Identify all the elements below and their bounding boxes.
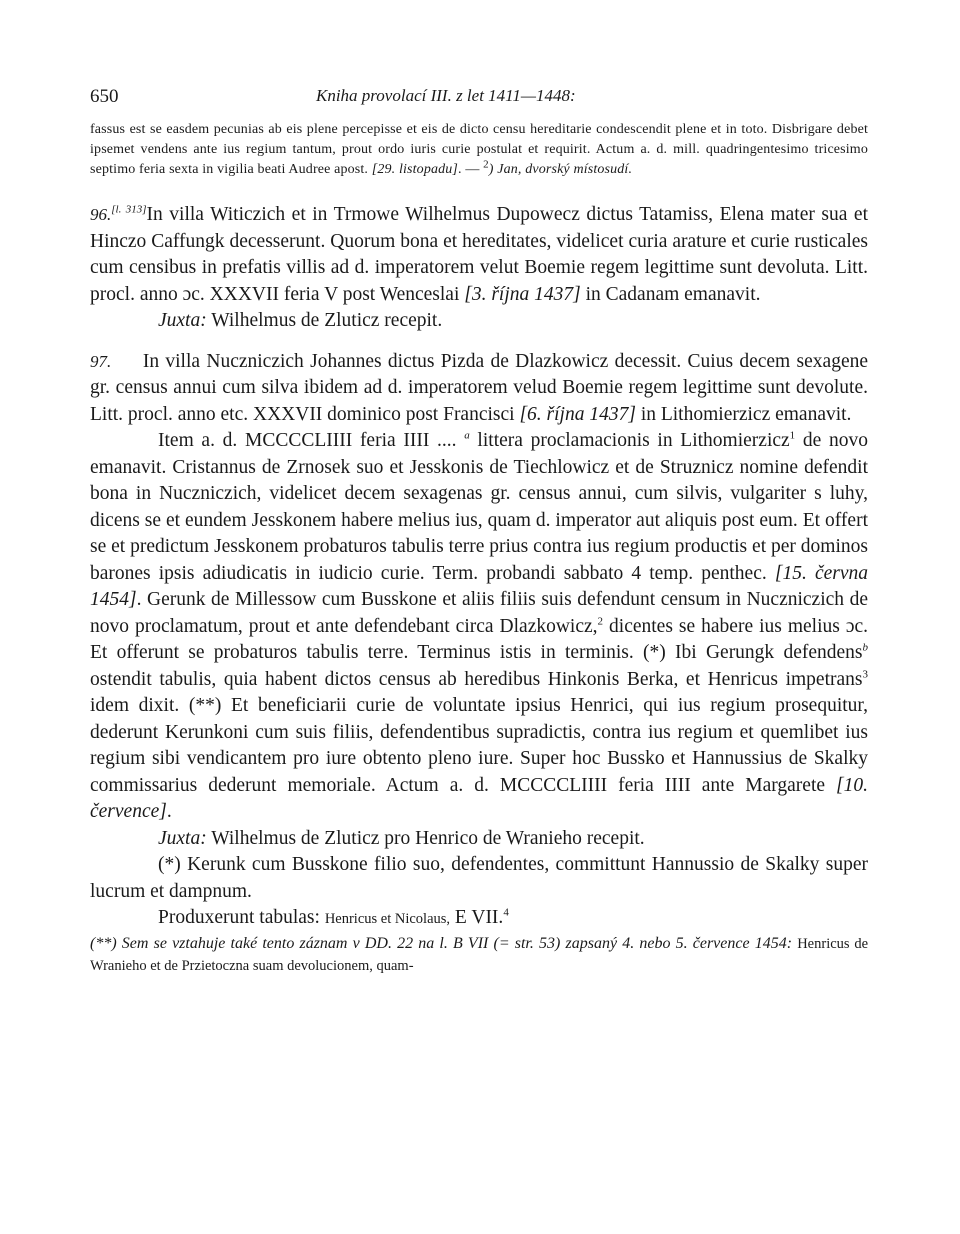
page-number: 650 (90, 86, 119, 107)
folio-mark: [l. 313] (111, 203, 147, 216)
footnote-marker: 1 (789, 429, 796, 442)
page-header (90, 80, 868, 108)
paragraph-text: littera proclamacionis in Lithomierzicz (469, 430, 790, 451)
entry-text-end: in Lithomierzicz emanavit. (635, 403, 852, 425)
paragraph-text: Item a. d. MCCCCLIIII feria IIII .... (158, 430, 465, 451)
paragraph-text: de novo emanavit. Cristannus de Zrnosek suo et Jesskonis de Tiechlowicz et de Struznicz nomine defendit bona in Nuczniczich, videlicet decem sexagenas gr. census annui, cum silvis, vulgariter s luhy, dicens se et eundem Jesskonem habere melius ius, quam d. imperator aut aliquis post eum. Et offert se et predictum Jesskonem probaturos tabulis terre prius contra ius regium productis et per dominos barones ipsis adiudicatis in iudicio curie. Term. probandi sabbato 4 temp. penthec. (90, 430, 868, 584)
entry-date: [10. července] (90, 774, 868, 822)
footnote-marker: 4 (503, 906, 509, 919)
entry-date: [3. října 1437] (464, 283, 581, 305)
entry-text: In villa Nuczniczich Johannes dictus Pizda de Dlazkowicz decessit. Cuius decem sexagene gr. census annui cum silva ibidem ad d. imperatorem velud Boemie regem legittime sunt devolute. Litt. procl. anno etc. XXXVII dominico post Francisci (90, 350, 869, 425)
entry-number: 96. (90, 205, 112, 224)
top-note-dash: . — (458, 162, 484, 177)
star-note: (*) Kerunk cum Busskone filio suo, defendentes, committunt Hannussio de Skalky super lucrum et dampnum. (90, 854, 868, 902)
page (90, 80, 868, 977)
footnote-marker: 2 (483, 158, 489, 171)
double-star-text: Henricus de Wranieho et de Przietoczna suam devolucionem, quam- (90, 935, 869, 974)
paragraph-text: ostendit tabulis, quia habent dictos census ab heredibus Hinkonis Berka, et Henricus impetrans (90, 668, 863, 690)
entry-text-end: in Cadanam emanavit. (580, 283, 761, 305)
produxerunt-names: Henricus et Nicolaus, (324, 911, 451, 927)
top-note-footnote: ) Jan, dvorský místosudí. (488, 162, 633, 177)
juxta-label: Juxta: (158, 310, 207, 331)
entry-96 (90, 202, 868, 335)
entry-date: [15. června 1454] (90, 562, 868, 610)
paragraph-text: idem dixit. (**) Et beneficiarii curie de voluntate ipsius Henrici, qui ius regium prosequitur, dederunt Kerunkoni cum suis filiis, defendentibus supradictis, contra ius regium et quemlibet ius regium sibi vendicantem pro iure obtento pleno iure. Super hoc Bussko et Hannussius de Skalky commissarius dederunt memoriale. Actum a. d. MCCCCLIIII feria IIII ante Margarete (90, 695, 868, 796)
entry-number: 97. (90, 351, 112, 371)
double-star-note: (**) Sem se vztahuje také tento záznam v DD. 22 na l. B VII (= str. 53) zapsaný 4. nebo 5. července 1454: (90, 934, 798, 952)
top-note-text: fassus est se easdem pecunias ab eis plene percepisse et eis de dicto censu hereditarie condescendit plene et in toto. Disbrigare debet ipsemet vendens ante ius regium tantum, prout ordo iuris curie postulat et requirit. Actum a. d. mill. quadringentesimo tricesimo septimo feria sexta in vigilia beati Audree apost. (90, 122, 868, 177)
running-title: Kniha provolací III. z let 1411—1448: (316, 86, 576, 105)
top-note (90, 120, 868, 180)
footnote-marker: 2 (597, 615, 604, 627)
entry-97 (90, 349, 868, 977)
note-marker: b (862, 641, 868, 654)
top-note-date: [29. listopadu] (371, 162, 459, 177)
entry-text: In villa Witiczich et in Trmowe Wilhelmus Dupowecz dictus Tatamiss, Elena mater sua et Hinczo Caffungk decesserunt. Quorum bona et hereditates, videlicet curia arature et curie rusticales cum censibus in prefatis villis ad d. imperatorem velut Boemie regem legittime sunt devoluta. Litt. procl. anno ɔc. XXXVII feria V post Wenceslai (90, 204, 868, 305)
note-marker: a (464, 429, 470, 442)
entry-date: [6. října 1437] (519, 403, 636, 425)
footnote-marker: 3 (862, 668, 868, 680)
produxerunt-text: Produxerunt tabulas: (158, 907, 325, 928)
juxta-label: Juxta: (158, 827, 207, 849)
produxerunt-ref: E VII. (450, 907, 504, 928)
paragraph-text: . (166, 801, 172, 822)
paragraph-text: . Gerunk de Millessow cum Busskone et aliis filiis suis defendunt censum in Nuczniczich de novo proclamatum, prout et ante defendebant circa Dlazkowicz, (90, 589, 868, 637)
juxta-text: Wilhelmus de Zluticz recepit. (206, 310, 443, 331)
juxta-text: Wilhelmus de Zluticz pro Henrico de Wranieho recepit. (206, 827, 645, 849)
paragraph-text: dicentes se habere ius melius ɔc. Et offerunt se probaturos tabulis terre. Terminus istis in terminis. (*) Ibi Gerungk defendens (90, 615, 869, 663)
